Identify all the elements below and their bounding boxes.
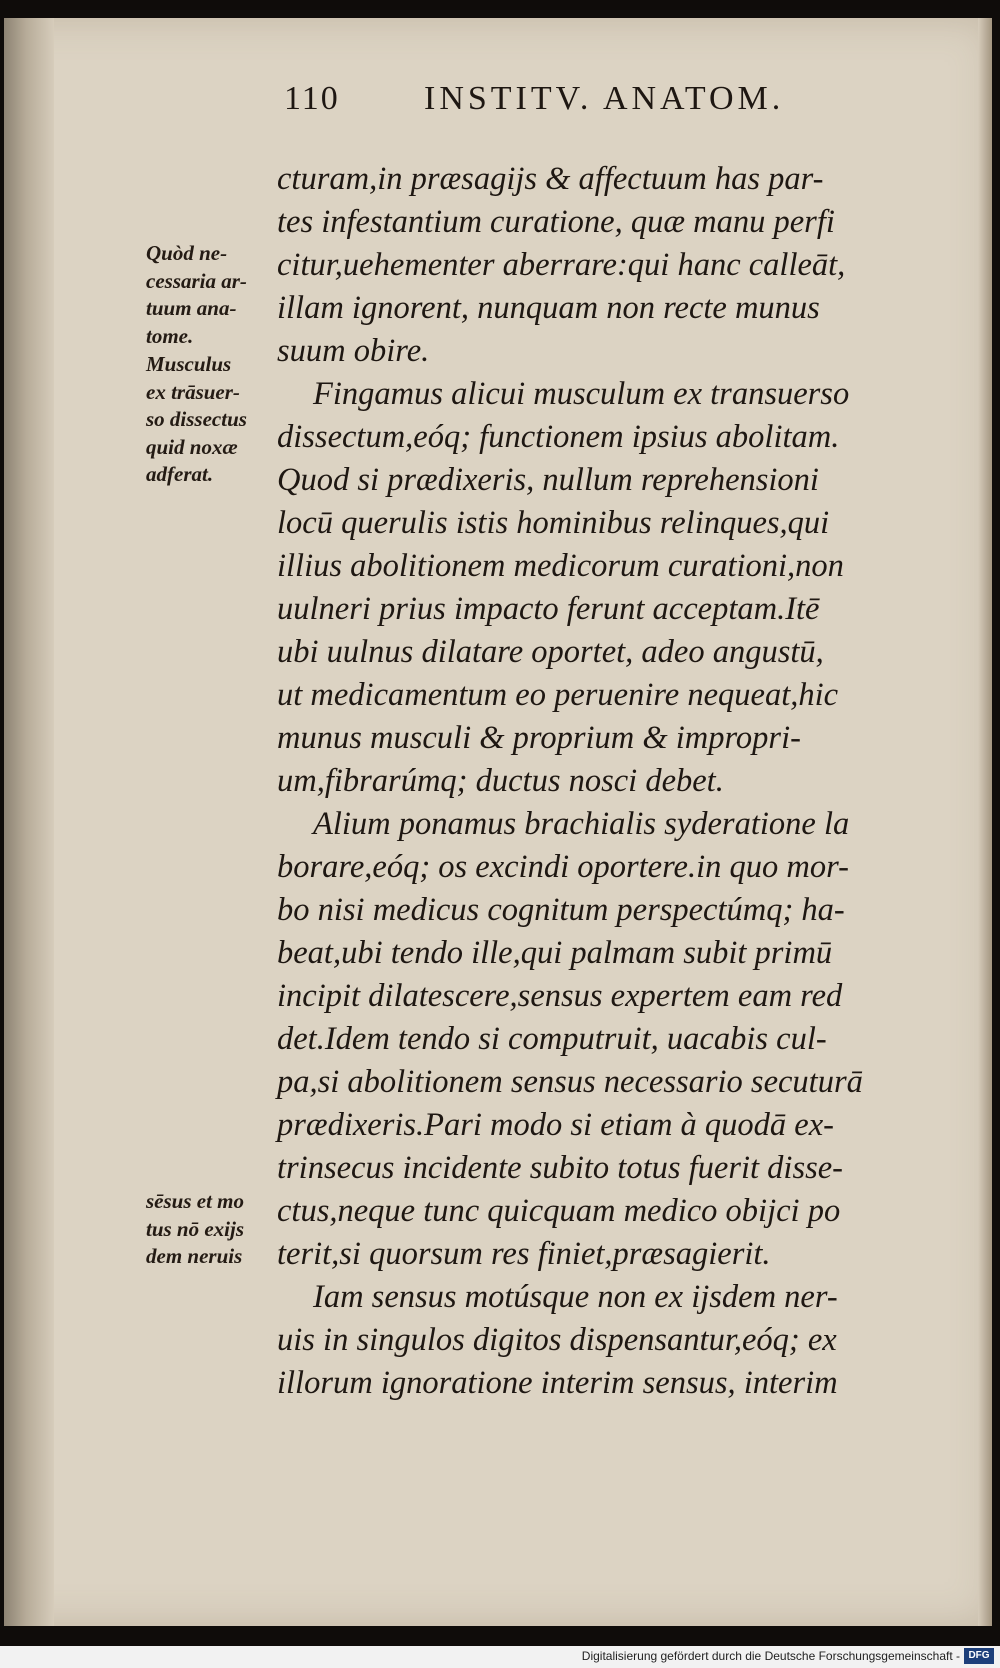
note-line: Quòd ne-: [146, 241, 228, 265]
text-line: illorum ignoratione interim sensus, interim: [277, 1365, 838, 1401]
note-line: sēsus et mo: [146, 1189, 245, 1213]
text-line: illius abolitionem medicorum curationi,non: [277, 548, 844, 584]
page-edge: [978, 18, 992, 1626]
text-line: illam ignorent, nunquam non recte munus: [277, 290, 820, 326]
marginal-note-muscle-dissected: [146, 351, 276, 489]
text-line: ut medicamentum eo peruenire nequeat,hic: [277, 677, 839, 713]
text-line: locū querulis istis hominibus relinques,qui: [277, 505, 830, 541]
text-line: prædixeris.Pari modo si etiam à quodā ex-: [277, 1107, 834, 1143]
text-line: pa,si abolitionem sensus necessario secuturā: [277, 1064, 863, 1100]
book-spine-shadow: [4, 18, 54, 1626]
running-head: INSTITV. ANATOM.: [424, 80, 785, 117]
text-line: munus musculi & proprium & impropri-: [277, 720, 801, 756]
page-number: 110: [284, 80, 340, 117]
text-line: citur,uehementer aberrare:qui hanc calleāt,: [277, 247, 846, 283]
marginal-note-sense-motion-nerves: [146, 1188, 276, 1271]
text-line: um,fibrarúmq; ductus nosci debet.: [277, 763, 724, 799]
note-line: cessaria ar-: [146, 268, 247, 293]
text-line: borare,eóq; os excindi oportere.in quo mor-: [277, 849, 849, 885]
funding-credit: Digitalisierung gefördert durch die Deutsche Forschungsgemeinschaft -: [581, 1649, 960, 1663]
text-line: dissectum,eóq; functionem ipsius abolitam.: [277, 419, 840, 455]
note-line: quid noxæ: [146, 434, 238, 459]
text-line: terit,si quorsum res finiet,præsagierit.: [277, 1236, 771, 1272]
text-line: uulneri prius impacto ferunt acceptam.Itē: [277, 591, 820, 627]
note-line: tus nō exijs: [146, 1216, 245, 1241]
text-line: incipit dilatescere,sensus expertem eam red: [277, 978, 843, 1014]
text-line: bo nisi medicus cognitum perspectúmq; ha-: [277, 892, 845, 928]
text-line: suum obire.: [277, 333, 430, 369]
text-line: trinsecus incidente subito totus fuerit disse-: [277, 1150, 843, 1186]
text-line: cturam,in præsagijs & affectuum has par-: [277, 161, 824, 197]
marginal-note-anatomy-necessary: [146, 240, 276, 350]
text-line: Fingamus alicui musculum ex transuerso: [313, 376, 850, 412]
digitization-footer: [0, 1646, 1000, 1668]
note-line: so dissectus: [146, 407, 247, 431]
main-text-block: [277, 158, 897, 1405]
text-line: det.Idem tendo si computruit, uacabis cul-: [277, 1021, 827, 1057]
note-line: tome.: [146, 323, 194, 348]
dfg-logo-icon: DFG: [964, 1648, 994, 1664]
text-line: tes infestantium curatione, quæ manu perfi: [277, 204, 835, 240]
note-line: adferat.: [146, 462, 214, 486]
text-line: Quod si prædixeris, nullum reprehensioni: [277, 462, 819, 498]
note-line: Musculus: [146, 352, 232, 376]
text-line: Iam sensus motúsque non ex ijsdem ner-: [313, 1279, 838, 1315]
page-header: [284, 80, 884, 136]
book-page: [4, 18, 992, 1626]
note-line: dem neruis: [146, 1244, 243, 1268]
text-line: beat,ubi tendo ille,qui palmam subit primū: [277, 935, 833, 971]
text-line: Alium ponamus brachialis syderatione la: [313, 806, 850, 842]
note-line: ex trāsuer-: [146, 379, 240, 404]
text-line: uis in singulos digitos dispensantur,eóq; ex: [277, 1322, 837, 1358]
note-line: tuum ana-: [146, 296, 237, 320]
text-line: ctus,neque tunc quicquam medico obijci po: [277, 1193, 841, 1229]
text-line: ubi uulnus dilatare oportet, adeo angustū,: [277, 634, 824, 670]
